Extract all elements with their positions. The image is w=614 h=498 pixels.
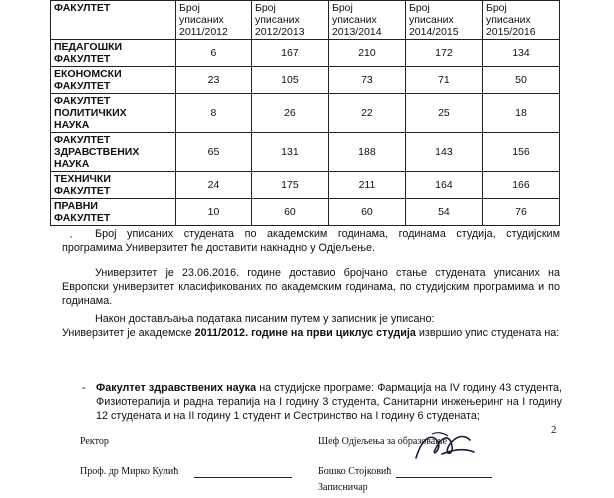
value-cell: 25 — [405, 94, 482, 133]
value-cell: 54 — [405, 199, 482, 226]
value-cell: 156 — [482, 133, 559, 172]
year-header-2014-2015: Број уписаних 2014/2015 — [405, 1, 482, 40]
faculty-cell: ТЕХНИЧКИ ФАКУЛТЕТ — [51, 172, 176, 199]
rector-signature-line — [194, 477, 292, 478]
faculty-column-header: ФАКУЛТЕТ — [51, 1, 176, 40]
value-cell: 65 — [176, 133, 252, 172]
bullet-health-sciences: Факултет здравствених наука на студијске програме: Фармација на IV годину 43 студента, Физиотерапија и радна терапија на I годину 3 студента, Санитарни инжењеринг на I годину 12 студената и на II годину 1 студент и Сестринство на I годину 6 студената; — [96, 382, 562, 422]
value-cell: 24 — [176, 172, 252, 199]
faculty-cell: ПРАВНИ ФАКУЛТЕТ — [51, 199, 176, 226]
value-cell: 131 — [251, 133, 328, 172]
table-header-row — [51, 1, 560, 40]
page-number: 2 — [551, 424, 557, 436]
value-cell: 6 — [176, 40, 252, 67]
value-cell: 60 — [328, 199, 405, 226]
faculty-cell: ЕКОНОМСКИ ФАКУЛТЕТ — [51, 67, 176, 94]
value-cell: 60 — [251, 199, 328, 226]
handwritten-signature-icon — [412, 428, 478, 464]
value-cell: 134 — [482, 40, 559, 67]
table-row — [51, 199, 560, 226]
bullet-marker: - — [82, 382, 86, 394]
year-header-2013-2014: Број уписаних 2013/2014 — [328, 1, 405, 40]
value-cell: 210 — [328, 40, 405, 67]
rector-name: Проф. др Мирко Кулић — [80, 466, 179, 477]
value-cell: 167 — [251, 40, 328, 67]
paragraph-academic-year: Универзитет је академске 2011/2012. године на први циклус студија извршио упис студената на: — [62, 327, 560, 339]
department-head-signature-line — [396, 477, 492, 478]
faculty-cell: ФАКУЛТЕТ ПОЛИТИЧКИХ НАУКА — [51, 94, 176, 133]
paragraph-record-entry: Након достављања података писаним путем у записник је уписано: Универзитет је академске 2011/2012. године на први циклус студија извршио упис студената на: — [62, 313, 560, 339]
year-header-2012-2013: Број уписаних 2012/2013 — [251, 1, 328, 40]
year-header-2015-2016: Број уписаних 2015/2016 — [482, 1, 559, 40]
table-row — [51, 40, 560, 67]
department-head-name: Бошко Стојковић — [318, 466, 392, 477]
value-cell: 188 — [328, 133, 405, 172]
value-cell: 26 — [251, 94, 328, 133]
value-cell: 211 — [328, 172, 405, 199]
value-cell: 73 — [328, 67, 405, 94]
value-cell: 10 — [176, 199, 252, 226]
value-cell: 175 — [251, 172, 328, 199]
enrollment-table — [50, 0, 560, 226]
faculty-cell: ПЕДАГОШКИ ФАКУЛТЕТ — [51, 40, 176, 67]
value-cell: 71 — [405, 67, 482, 94]
rector-title: Ректор — [80, 436, 109, 447]
year-header-2011-2012: Број уписаних 2011/2012 — [176, 1, 252, 40]
recorder-title: Записничар — [318, 482, 368, 493]
table-row — [51, 133, 560, 172]
value-cell: 22 — [328, 94, 405, 133]
paragraph-enrollment-note: Број уписаних студената по академским годинама, годинама студија, студијским програмима Универзитет ће доставити накнадно у Одјељење. — [62, 228, 560, 254]
value-cell: 8 — [176, 94, 252, 133]
faculty-cell: ФАКУЛТЕТ ЗДРАВСТВЕНИХ НАУКА — [51, 133, 176, 172]
table-row — [51, 172, 560, 199]
paragraph-submission-date: Универзитет је 23.06.2016. године доставио бројчано стање студената уписаних на Европски универзитет класификованих по академским годинама, по студијским програмима и по годинама. — [62, 267, 560, 307]
value-cell: 76 — [482, 199, 559, 226]
table-row — [51, 94, 560, 133]
table-row — [51, 67, 560, 94]
value-cell: 23 — [176, 67, 252, 94]
value-cell: 166 — [482, 172, 559, 199]
value-cell: 105 — [251, 67, 328, 94]
value-cell: 50 — [482, 67, 559, 94]
value-cell: 172 — [405, 40, 482, 67]
department-head-title: Шеф Одјељења за образовање — [318, 436, 447, 447]
value-cell: 18 — [482, 94, 559, 133]
value-cell: 164 — [405, 172, 482, 199]
value-cell: 143 — [405, 133, 482, 172]
